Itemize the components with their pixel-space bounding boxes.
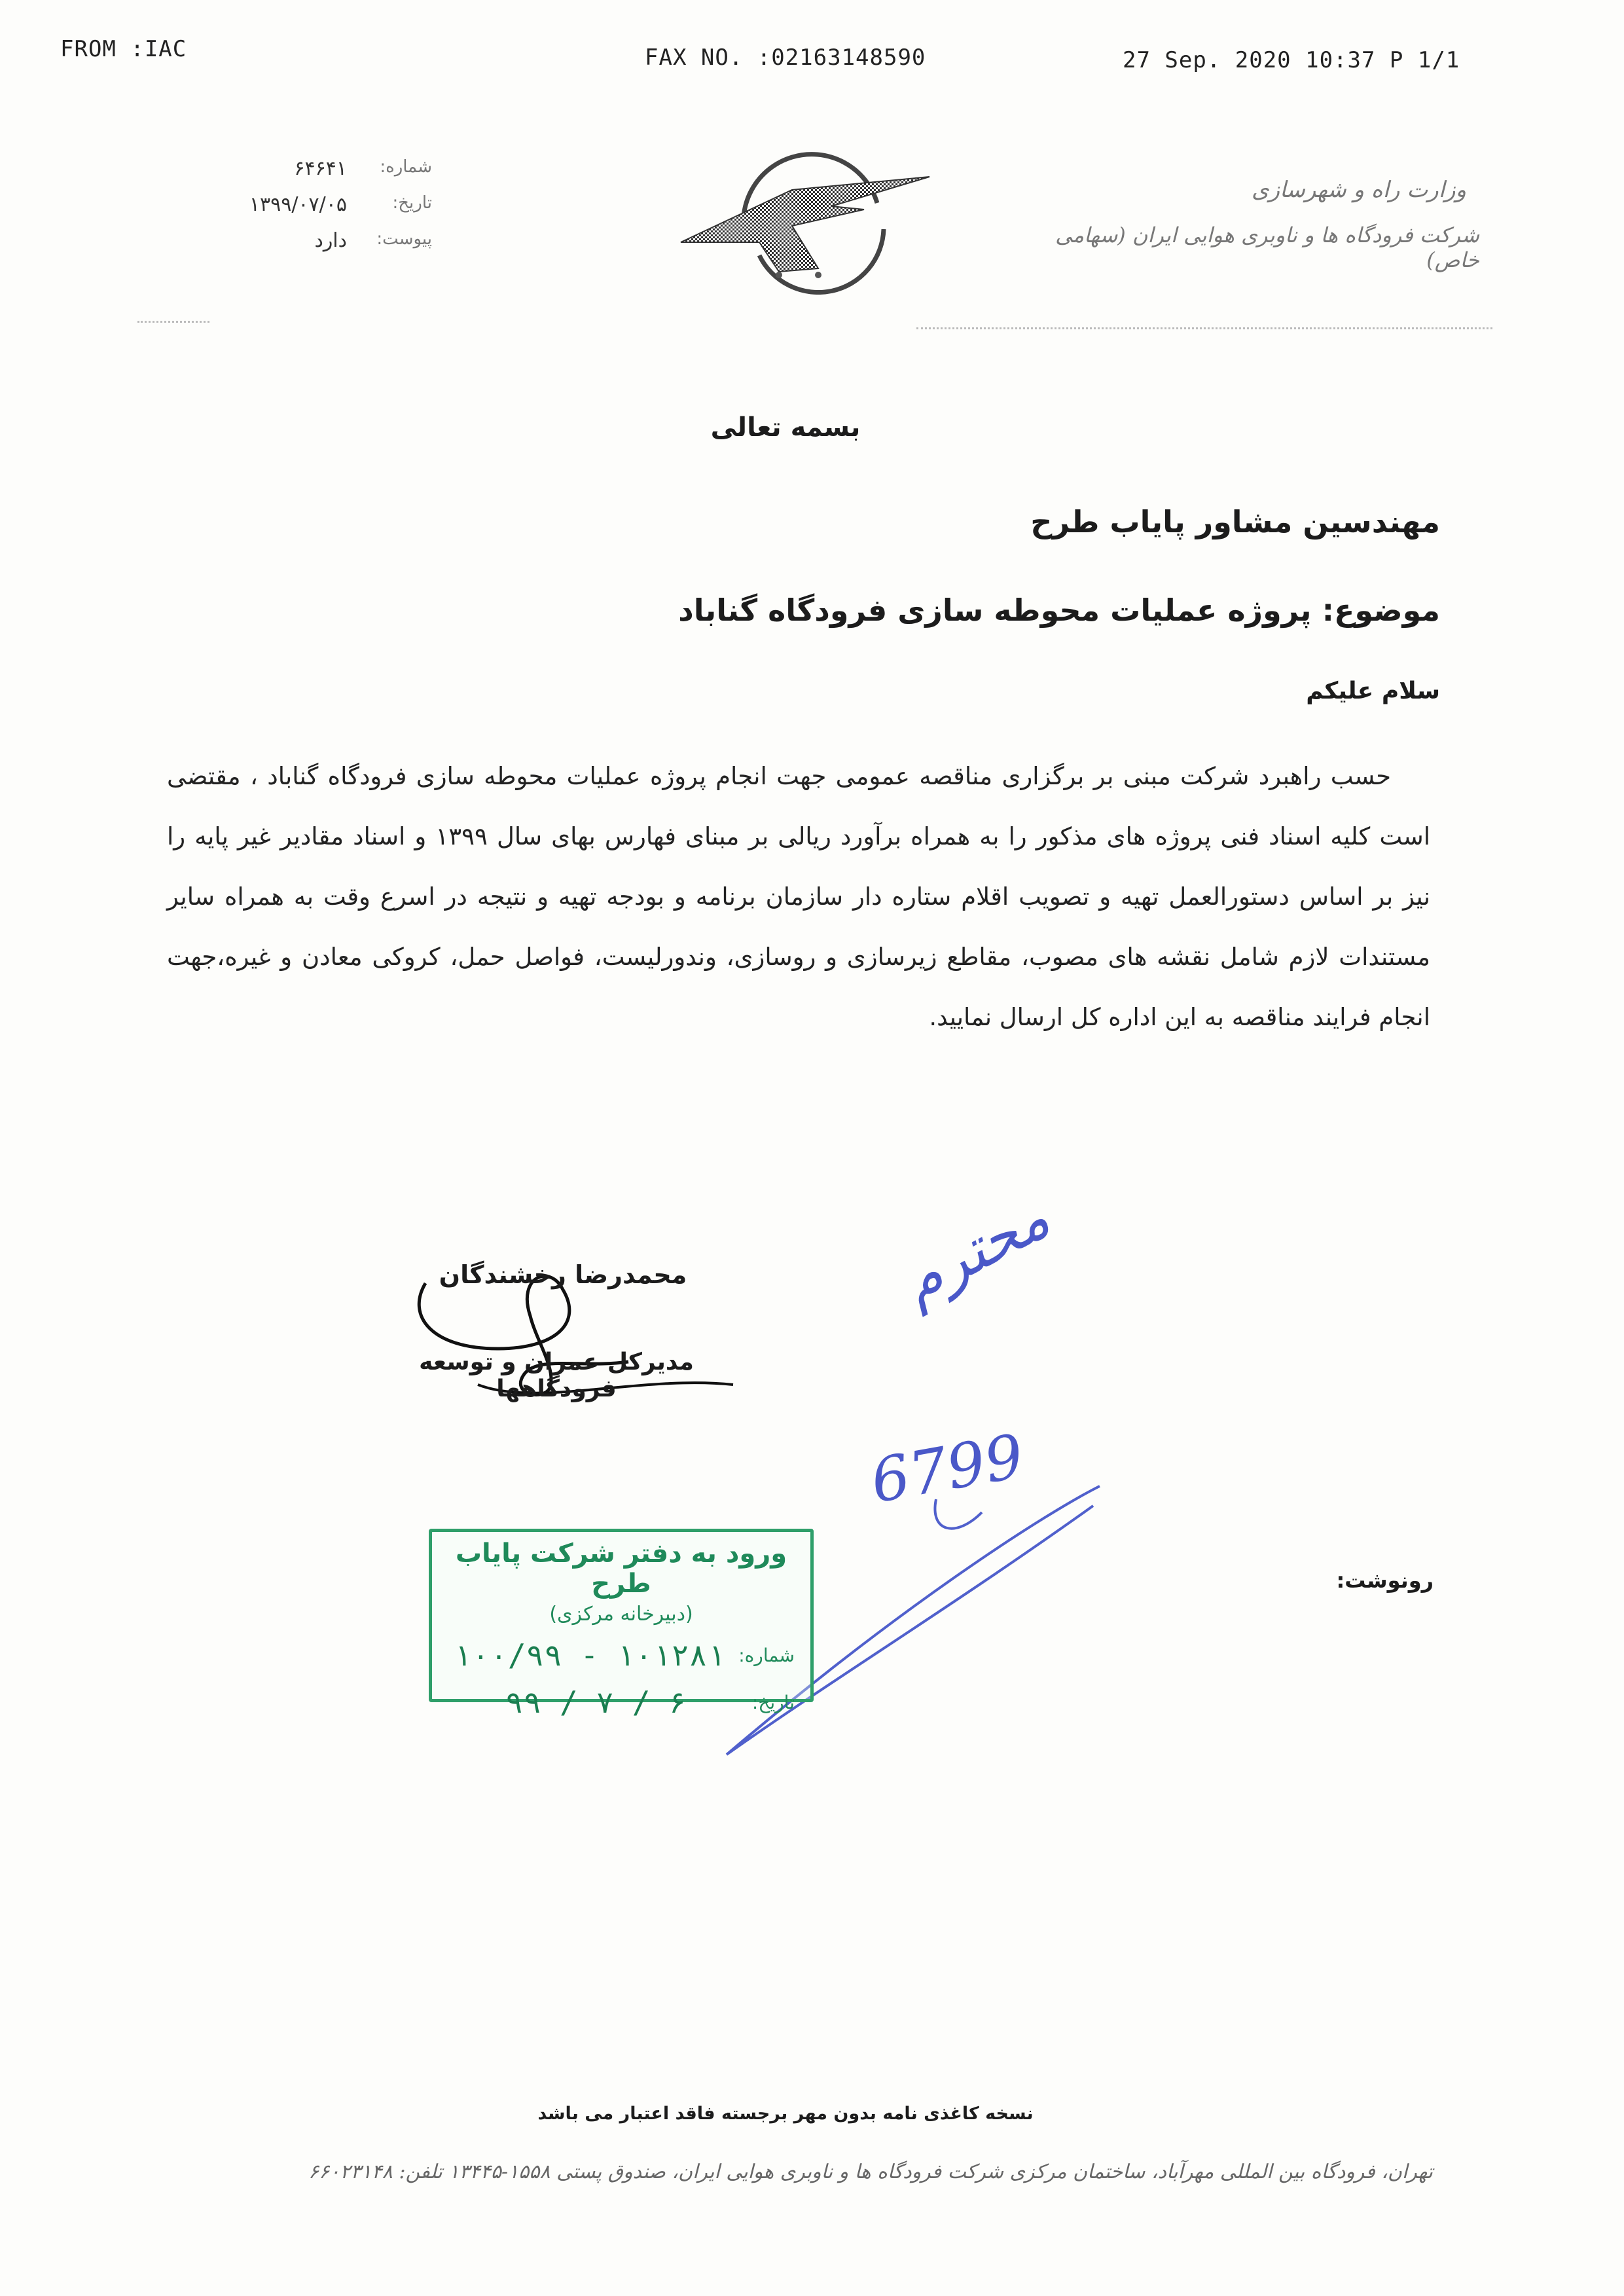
stamp-date-value: ۹۹ / ۷ / ۶ [505,1685,687,1720]
org-line-2: شرکت فرودگاه ها و ناوبری هوایی ایران (سهامی خاص) [1055,223,1479,272]
stamp-date-label: تاریخ: [751,1691,795,1713]
number-label: شماره: [380,157,432,177]
letter-number: ۶۴۶۴۱ [294,157,347,180]
footer-notice: نسخه کاغذی نامه بدون مهر برجسته فاقد اعتبار می باشد [537,2104,1034,2124]
fax-number: FAX NO. :02163148590 [645,45,926,71]
signatory-title: مدیرکل عمران و توسعه فرودگاهها [419,1349,694,1402]
signatory-name: محمدرضا رخشندگان [439,1260,687,1289]
org-line-1: وزارت راه و شهرسازی [1251,177,1466,203]
header-divider-right [916,327,1492,329]
receipt-stamp [429,1529,814,1720]
attachment-value: دارد [314,229,347,252]
letter-meta [196,157,432,252]
attachment-label: پیوست: [376,229,432,249]
stamp-title: ورود به دفتر شرکت پایاب طرح [455,1539,787,1599]
cc-label: رونوشت: [1336,1568,1434,1593]
header-divider-left [137,321,209,323]
recipient: مهندسین مشاور پایاب طرح [1030,504,1440,539]
letter-date: ۱۳۹۹/۰۷/۰۵ [249,193,347,216]
signature-block [367,1237,759,1421]
airports-company-logo [668,144,943,295]
handwritten-number: 6799 [865,1421,1029,1517]
footer-address: تهران، فرودگاه بین المللی مهرآباد، ساختمان مرکزی شرکت فرودگاه ها و ناوبری هوایی ایران، صندوق پستی ۱۵۵۸-۱۳۴۴۵ تلفن: ۶۶۰۲۳۱۴۸ [308,2160,1433,2183]
handwritten-note: محترم [890,1183,1061,1318]
subject: موضوع: پروژه عملیات محوطه سازی فرودگاه گناباد [678,592,1440,628]
fax-from: FROM :IAC [60,36,187,62]
fax-datetime: 27 Sep. 2020 10:37 P 1/1 [1123,47,1460,73]
invocation: بسمه تعالی [710,412,861,443]
stamp-number-value: ۱۰۰/۹۹ - ۱۰۱۲۸۱ [453,1637,726,1673]
stamp-subtitle: (دبیرخانه مرکزی) [549,1603,693,1626]
letter-body: حسب راهبرد شرکت مبنی بر برگزاری مناقصه عمومی جهت انجام پروژه عملیات محوطه سازی فرودگاه گناباد ، مقتضی است کلیه اسناد فنی پروژه های مذکور را به همراه برآورد ریالی بر مبنای فهارس بهای سال ۱۳۹۹ و اسناد مقادیر غیر پایه را نیز بر اساس دستورالعمل تهیه و تصویب اقلام ستاره دار سازمان برنامه و بودجه تهیه و نتیجه در اسرع وقت به همراه سایر مستندات لازم شامل نقشه های مصوب، مقاطع زیرسازی و روسازی، وندورلیست، فواصل حمل، کروکی معادن و غیره،جهت انجام فرایند مناقصه به این اداره کل ارسال نمایید. [167,762,1430,1031]
date-label: تاریخ: [392,193,432,213]
stamp-number-label: شماره: [738,1644,795,1666]
greeting: سلام علیکم [1306,678,1440,704]
